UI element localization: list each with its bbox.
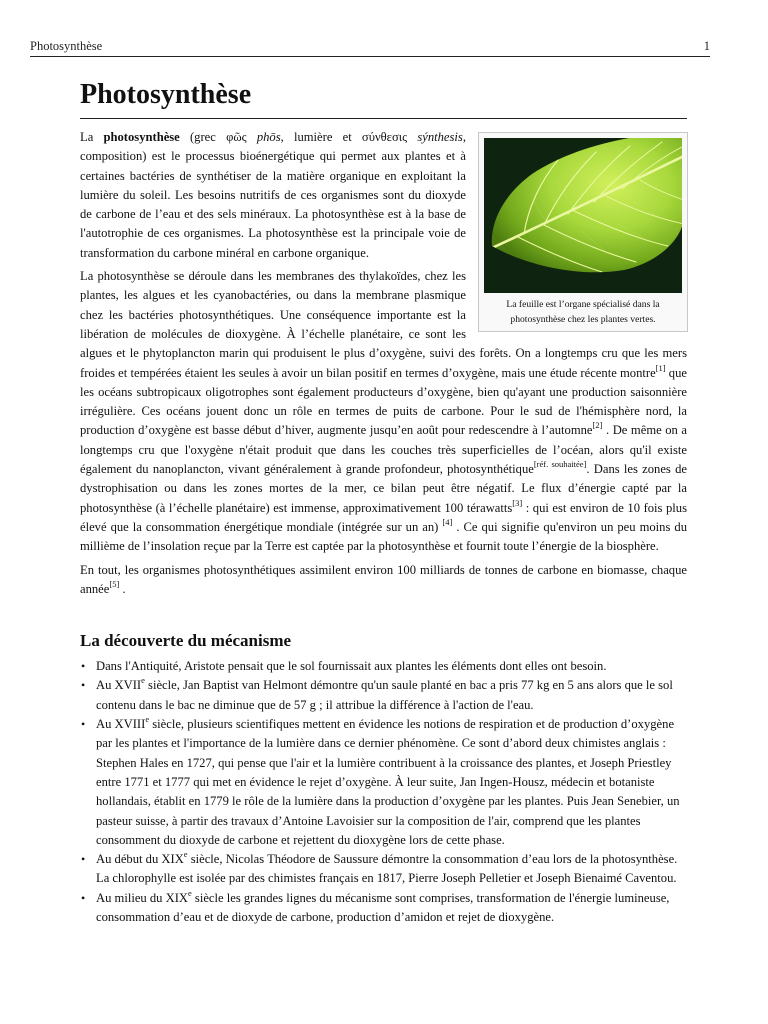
title-rule	[80, 118, 687, 119]
greek-phos: φῶς	[226, 130, 247, 144]
reference-link-4[interactable]: [4]	[442, 516, 453, 527]
paragraph-carbon: En tout, les organismes photosynthétiques assimilent environ 100 milliards de tonnes de carbone en biomasse, chaque année[5] .	[80, 562, 687, 596]
bold-term: photosynthèse	[103, 130, 180, 144]
figure-leaf	[478, 132, 688, 332]
section-heading: La découverte du mécanisme	[80, 631, 292, 651]
discovery-list	[80, 657, 687, 927]
list-item: • Au début du XIXe siècle, Nicolas Théodore de Saussure démontre la consommation d’eau lors de la photosynthèse. La chlorophylle est isolée par des chimistes français en 1817, Pierre Joseph Pelletier et Joseph Bienaimé Caventou.	[80, 850, 687, 889]
intro-paragraph: La photosynthèse (grec φῶς phōs, lumière et σύνθεσις sýnthesis, composition) est le processus bioénergétique qui permet aux plantes et à certaines bactéries de synthétiser de la matière organique en exploitant la lumière du soleil. Les besoins nutritifs de ces organismes sont du dioxyde de carbone de l’eau et des sels minéraux. La photosynthèse est à la base de l'autotrophie de ces organismes. La photosynthèse est la principale voie de transformation du carbone minéral en carbone organique.	[80, 130, 466, 260]
citation-needed-link[interactable]: [réf. souhaitée]	[533, 459, 587, 470]
figure-caption: La feuille est l’organe spécialisé dans la photosynthèse chez les plantes vertes.	[506, 299, 660, 325]
synthesis-transliteration: sýnthesis	[417, 130, 463, 144]
header-rule	[30, 56, 710, 57]
reference-link-3[interactable]: [3]	[512, 497, 523, 508]
reference-link-2[interactable]: [2]	[592, 420, 603, 431]
reference-link-1[interactable]: [1]	[655, 362, 666, 373]
running-header-title: Photosynthèse	[30, 39, 103, 53]
list-item: • Au XVIIIe siècle, plusieurs scientifiques mettent en évidence les notions de respiration et de production d’oxygène par les plantes et l'importance de la lumière dans ce dernier phénomène. Ce sont d’abord deux chimistes anglais : Stephen Hales en 1727, qui pense que l'air et la lumière contribuent à la croissance des plantes, et Joseph Priestley entre 1771 et 1777 qui met en évidence le rejet d’oxygène. À leur suite, Jan Ingen-Housz, médecin et botaniste hollandais, établit en 1779 le rôle de la lumière dans la production d’oxygène par les plantes. Puis Jean Senebier, un pasteur suisse, à partir des travaux d’Antoine Lavoisier sur la composition de l'air, comprend que les plantes consomment du dioxyde de carbone et rejettent du dioxygène lors de cette phase.	[80, 715, 687, 850]
greek-synthesis: σύνθεσις	[361, 130, 408, 144]
article-body	[80, 128, 687, 927]
paragraph-oxygen: La photosynthèse se déroule dans les membranes des thylakoïdes, chez les plantes, les algues et les cyanobactéries, ou dans la membrane plasmique chez les bactéries photosynthétiques. Une conséquence importante est la libération de molécules de dioxygène. À l’échelle planétaire, ce sont les algues et le phytoplancton marin qui produisent le plus d’oxygène, suivi des forêts. On a longtemps cru que les mers froides et tempérées étaient les seules à avoir un bilan positif en termes d’oxygène, mais une étude récente montre[1] que les océans subtropicaux oligotrophes sont également producteurs d’oxygène, bien qu'ayant une production saisonnière irrégulière. Ces océans jouent donc un rôle en termes de puits de carbone. Pour le sud de l'hémisphère nord, la production d’oxygène est basse début d’hiver, augmente jusqu’en août pour redescendre à l’automne[2] . De même on a longtemps cru que l'oxygène n'était produit que dans les couches très superficielles de l’océan, alors qu'il existe également du nanoplancton, vivant généralement à grande profondeur, photosynthétique[réf. souhaitée]. Dans les zones de dystrophisation ou dans les zones mortes de la mer, ce bilan peut être négatif. Le flux d’énergie capté par la photosynthèse (à l’échelle planétaire) est immense, approximativement 100 térawatts[3] : qui est environ de 10 fois plus élevé que la consommation énergétique mondiale (intégrée sur un an) [4] . Ce qui signifie qu'environ un peu moins du millième de l’insolation reçue par la Terre est captée par la photosynthèse et fournit toute l’énergie de la biosphère.	[80, 269, 688, 554]
leaf-image	[484, 138, 682, 293]
page-number: 1	[703, 39, 710, 53]
list-item: • Dans l'Antiquité, Aristote pensait que le sol fournissait aux plantes les éléments dont elles ont besoin.	[80, 657, 687, 676]
reference-link-5[interactable]: [5]	[109, 578, 120, 589]
page-title: Photosynthèse	[80, 79, 252, 110]
list-item: • Au milieu du XIXe siècle les grandes lignes du mécanisme sont comprises, transformation de l'énergie lumineuse, consommation d’eau et de dioxyde de carbone, production d’amidon et rejet de dioxygène.	[80, 889, 687, 928]
phos-transliteration: phōs	[256, 130, 281, 144]
list-item: • Au XVIIe siècle, Jan Baptist van Helmont démontre qu'un saule planté en bac a pris 77 kg en 5 ans alors que le sol contenu dans le bac ne diminue que de 57 g ; il attribue la différence à l'action de l'eau.	[80, 676, 687, 715]
